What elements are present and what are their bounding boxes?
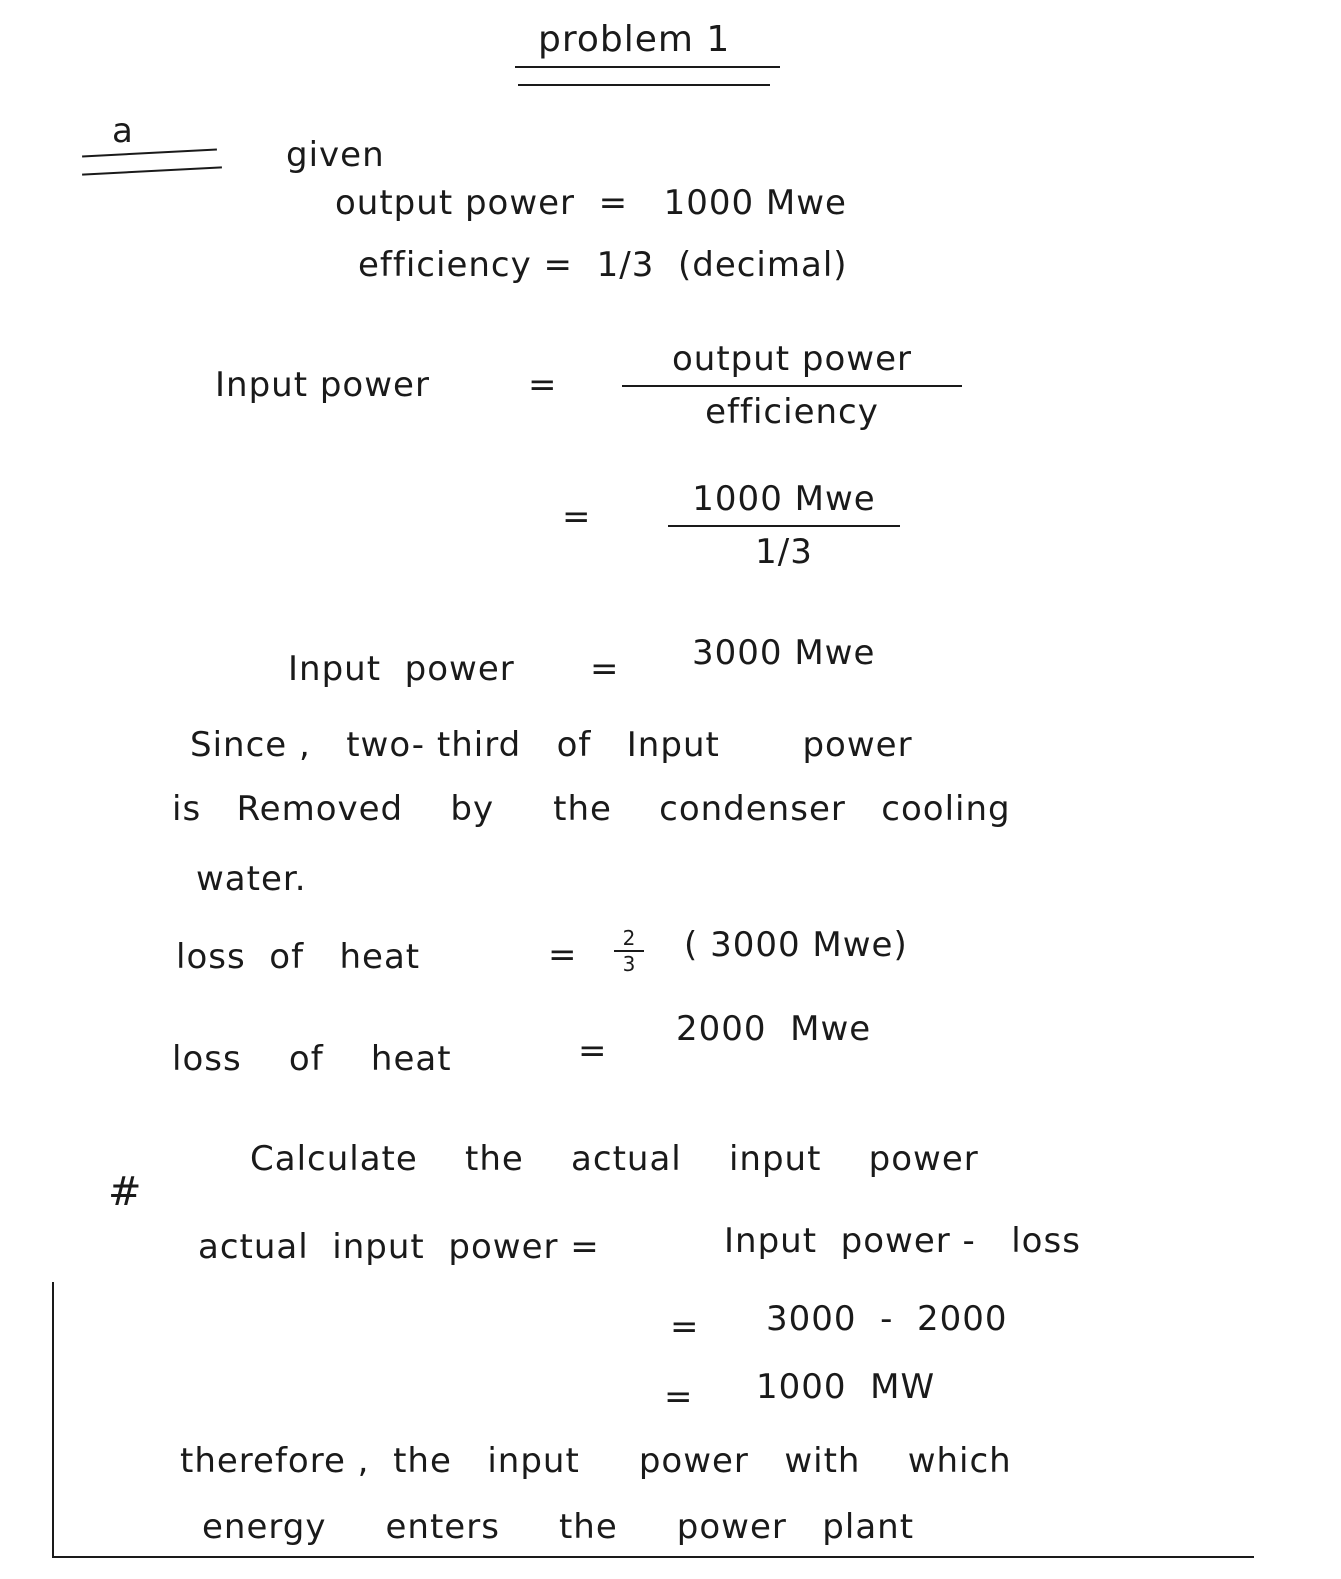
formula-equals: = [528,365,558,405]
calc-rhs: Input power - loss [724,1221,1081,1261]
since-line-1: Since , two- third of Input power [190,725,913,765]
formula-lhs: Input power [215,365,430,405]
two-thirds-numerator: 2 [622,926,636,950]
two-thirds-denominator: 3 [622,952,636,976]
substitution-numerator: 1000 Mwe [692,479,876,519]
part-underline-2 [82,166,222,175]
substitution-denominator: 1/3 [755,532,813,573]
given-heading: given [286,135,385,175]
part-label: a [112,111,134,151]
two-thirds-fraction [614,928,644,974]
substitution-equals: = [562,497,592,537]
calc-step2-equals: = [664,1377,694,1417]
loss1-rhs: ( 3000 Mwe) [684,925,908,965]
since-line-2: is Removed by the condenser cooling [172,789,1011,829]
calc-step1: 3000 - 2000 [766,1299,1008,1339]
title-underline-2 [518,84,770,86]
substitution-fraction [668,480,900,572]
calc-heading: Calculate the actual input power [250,1139,979,1179]
formula-fraction [622,340,962,432]
bottom-margin-line [52,1556,1254,1558]
conclusion-line-1: therefore , the input power with which [180,1441,1012,1481]
result-rhs: 3000 Mwe [692,633,876,673]
title-underline-1 [515,66,780,68]
result-equals: = [590,649,620,689]
loss1-equals: = [548,935,578,975]
given-output-power: output power = 1000 Mwe [335,183,847,223]
formula-denominator: efficiency [705,392,879,433]
conclusion-line-2: energy enters the power plant [202,1507,915,1547]
page-title: problem 1 [538,19,731,60]
result-lhs: Input power [288,649,515,689]
fraction-bar [622,385,962,387]
calc-lhs: actual input power = [198,1227,600,1267]
loss2-lhs: loss of heat [172,1039,452,1079]
given-efficiency: efficiency = 1/3 (decimal) [358,245,848,285]
fraction-bar [668,525,900,527]
part-underline-1 [82,148,217,157]
since-line-3: water. [196,859,307,899]
calc-step2: 1000 MW [756,1367,936,1407]
loss2-equals: = [578,1031,608,1071]
loss1-lhs: loss of heat [176,937,421,977]
formula-numerator: output power [671,339,913,379]
calc-step1-equals: = [670,1307,700,1347]
hash-mark: # [108,1169,143,1215]
left-margin-line [52,1282,54,1557]
loss2-rhs: 2000 Mwe [676,1009,872,1049]
